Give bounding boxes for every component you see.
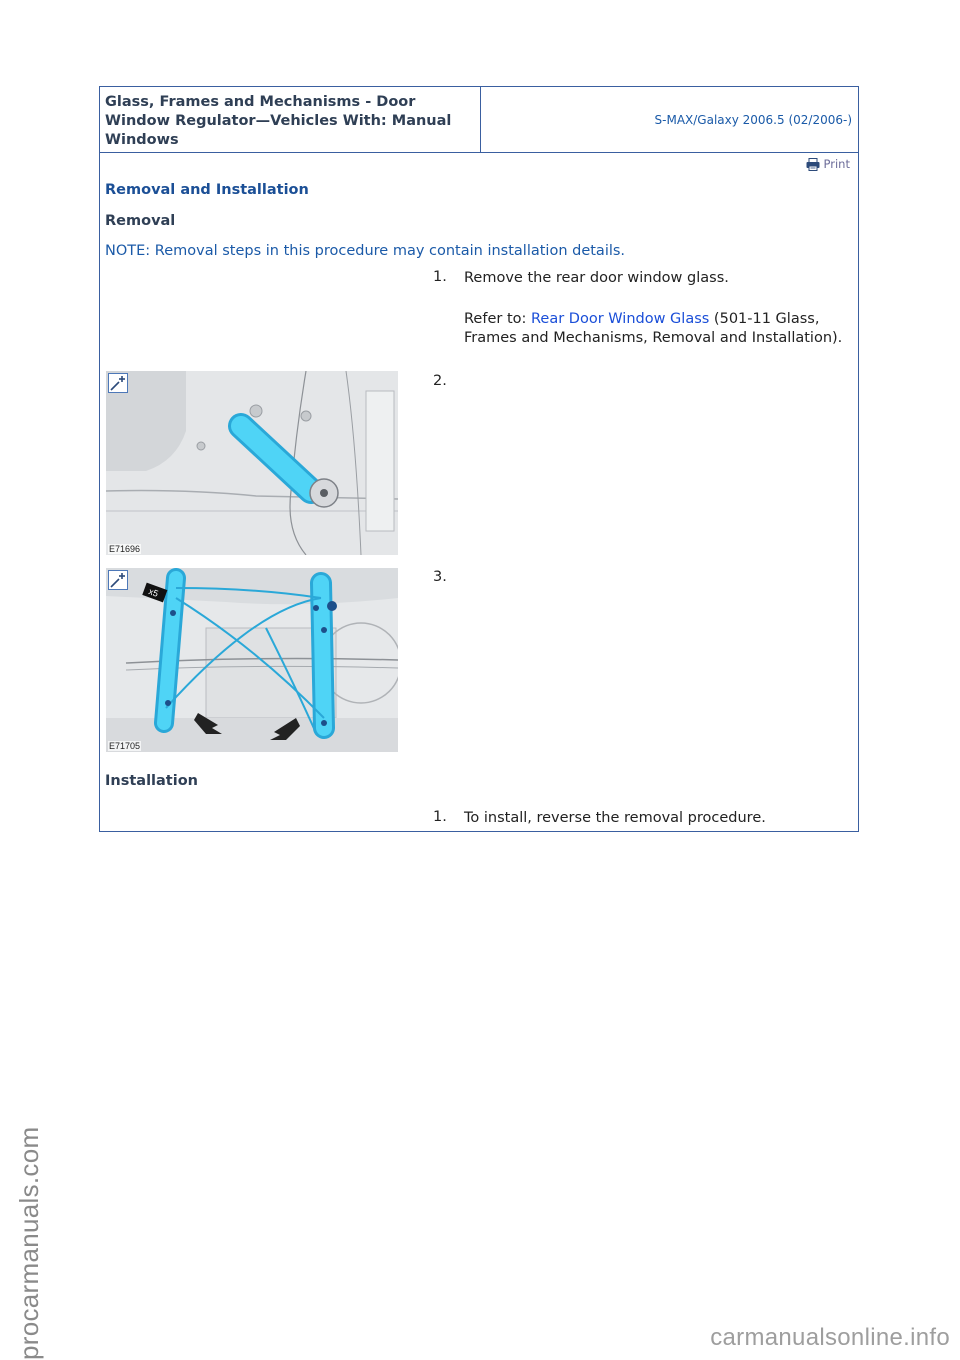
printer-icon — [806, 158, 820, 171]
step-number: 3. — [433, 569, 447, 585]
step-text: To install, reverse the removal procedure. — [464, 810, 766, 826]
rear-door-window-glass-link[interactable]: Rear Door Window Glass — [531, 311, 710, 327]
refer-suffix: (501-11 Glass, Frames and Mechanisms, Removal and Installation). — [464, 311, 843, 346]
step-reference — [464, 310, 844, 348]
installation-heading: Installation — [105, 773, 198, 789]
section-title: Removal and Installation — [105, 182, 309, 198]
step-3-figure — [106, 568, 398, 752]
print-label: Print — [823, 157, 850, 171]
zoom-icon[interactable] — [108, 373, 128, 393]
bottom-watermark: carmanualsonline.info — [710, 1324, 950, 1351]
step-number: 1. — [433, 269, 447, 285]
header-row — [100, 87, 858, 153]
figure-label: E71705 — [109, 741, 141, 751]
removal-heading: Removal — [105, 213, 176, 229]
page-title: Glass, Frames and Mechanisms - Door Window Regulator—Vehicles With: Manual Windows — [105, 94, 452, 148]
side-watermark: procarmanuals.com — [14, 1126, 44, 1360]
step-2-figure — [106, 371, 398, 555]
step-number: 1. — [433, 809, 447, 825]
model-label: S-MAX/Galaxy 2006.5 (02/2006-) — [654, 113, 852, 127]
figure-label: E71696 — [109, 544, 141, 554]
callout-label: x5 — [147, 586, 160, 599]
document-frame — [99, 86, 859, 832]
note-text: NOTE: Removal steps in this procedure may contain installation details. — [105, 243, 626, 259]
zoom-icon[interactable] — [108, 570, 128, 590]
refer-prefix: Refer to: — [464, 311, 531, 327]
step-text: Remove the rear door window glass. — [464, 270, 729, 286]
header-divider — [480, 87, 481, 153]
print-button[interactable] — [806, 157, 850, 171]
step-number: 2. — [433, 373, 447, 389]
